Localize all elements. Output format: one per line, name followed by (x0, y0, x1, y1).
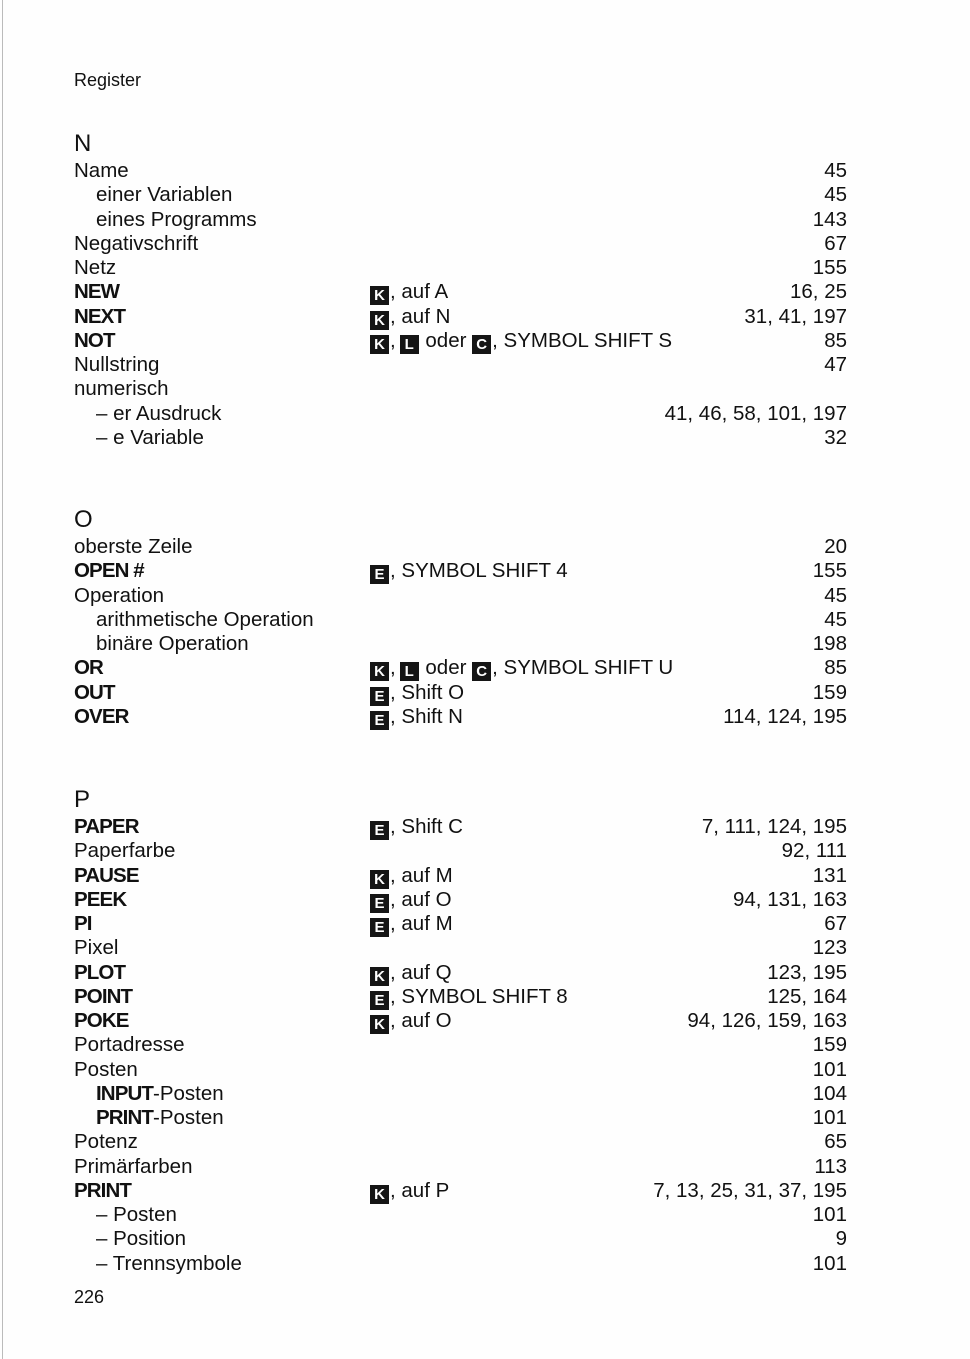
entry-pages: 114, 124, 195 (723, 704, 847, 728)
entry-term: Nullstring (74, 353, 160, 376)
entry-term: numerisch (74, 377, 169, 401)
index-entry (0, 584, 970, 608)
key-description: , auf O (390, 1009, 452, 1032)
entry-pages: 101 (812, 1106, 847, 1129)
index-entry (0, 1252, 970, 1276)
entry-term: Paperfarbe (74, 839, 176, 863)
index-entry (0, 305, 970, 329)
entry-term: arithmetische Operation (96, 607, 314, 631)
entry-key-combo (370, 864, 453, 889)
entry-pages: 16, 25 (790, 280, 847, 304)
index-entry (0, 535, 970, 559)
entry-term: Pixel (74, 936, 119, 960)
entry-pages: 125, 164 (767, 984, 847, 1008)
index-entry (0, 1009, 970, 1033)
index-entry (0, 1106, 970, 1130)
index-entry (0, 656, 970, 680)
index-entry (0, 815, 970, 839)
entry-term: OUT (74, 680, 115, 704)
entry-term: PAPER (74, 815, 139, 838)
mode-key-k-icon: K (370, 1185, 389, 1204)
mode-key-l-icon: L (400, 662, 419, 681)
index-entry (0, 1227, 970, 1251)
index-entry (0, 329, 970, 353)
index-entry (0, 1130, 970, 1154)
entry-pages: 47 (824, 353, 847, 376)
entry-pages: 143 (812, 207, 847, 231)
entry-pages: 85 (824, 328, 847, 352)
entry-pages: 101 (812, 1251, 847, 1275)
entry-term: eines Programms (96, 207, 257, 231)
mode-key-k-icon: K (370, 286, 389, 305)
entry-term (96, 1106, 224, 1130)
key-description: , Shift N (390, 704, 463, 728)
entry-term: NEW (74, 280, 120, 304)
mode-key-k-icon: K (370, 870, 389, 889)
entry-term: Portadresse (74, 1033, 185, 1057)
section-letter-p: P (74, 786, 91, 813)
index-entry (0, 402, 970, 426)
entry-key-combo (370, 656, 673, 681)
key-description: , auf Q (390, 960, 452, 984)
entry-pages: 67 (824, 231, 847, 255)
index-entry (0, 1155, 970, 1179)
entry-pages: 45 (824, 583, 847, 607)
index-entry (0, 256, 970, 280)
entry-pages: 65 (824, 1130, 847, 1154)
key-description: , SYMBOL SHIFT 4 (390, 559, 568, 583)
entry-term: PRINT (74, 1178, 132, 1202)
index-entry (0, 1058, 970, 1082)
entry-term-suffix: -Posten (153, 1106, 224, 1129)
entry-term: PI (74, 912, 92, 935)
mode-key-e-icon: E (370, 991, 389, 1010)
mode-key-k-icon: K (370, 311, 389, 330)
entry-key-combo (370, 815, 463, 840)
entry-pages: 155 (812, 559, 847, 583)
entry-pages: 45 (824, 183, 847, 207)
key-description: , SYMBOL SHIFT 8 (390, 984, 568, 1008)
entry-term: PLOT (74, 960, 126, 984)
entry-pages: 101 (812, 1203, 847, 1226)
entry-term: OVER (74, 704, 129, 728)
entry-pages: 31, 41, 197 (744, 304, 847, 328)
entry-term: Operation (74, 583, 165, 607)
key-description: , auf N (390, 304, 451, 328)
key-description: , Shift C (390, 815, 463, 838)
entry-term: Primärfarben (74, 1154, 193, 1178)
entry-term: NEXT (74, 304, 126, 328)
entry-pages: 159 (812, 680, 847, 704)
index-entry (0, 159, 970, 183)
section-letter-o: O (74, 506, 93, 533)
entry-pages: 7, 13, 25, 31, 37, 195 (653, 1178, 847, 1202)
index-entry (0, 961, 970, 985)
key-description: , auf O (390, 887, 452, 911)
mode-key-e-icon: E (370, 711, 389, 730)
comma-separator: , (390, 656, 396, 680)
or-text: oder (419, 656, 473, 680)
entry-key-combo (370, 1009, 452, 1034)
entry-pages: 94, 131, 163 (733, 887, 847, 911)
mode-key-k-icon: K (370, 1015, 389, 1034)
entry-key-combo (370, 705, 463, 730)
entry-pages: 104 (812, 1081, 847, 1105)
index-entry (0, 559, 970, 583)
entry-term: OPEN # (74, 559, 144, 583)
mode-key-e-icon: E (370, 918, 389, 937)
index-entry (0, 888, 970, 912)
entry-pages: 92, 111 (781, 839, 847, 863)
entry-key-combo (370, 888, 452, 913)
entry-term: OR (74, 656, 103, 680)
entry-term: – Trennsymbole (96, 1251, 242, 1275)
index-entry (0, 839, 970, 863)
or-text: oder (419, 328, 473, 352)
index-entry (0, 208, 970, 232)
entry-term: POINT (74, 984, 133, 1008)
entry-term: – Posten (96, 1203, 177, 1226)
entry-pages: 159 (812, 1033, 847, 1057)
index-entry (0, 632, 970, 656)
key-description: , auf A (390, 280, 449, 304)
mode-key-c-icon: C (472, 662, 491, 681)
entry-pages: 20 (824, 535, 847, 558)
index-entry (0, 985, 970, 1009)
entry-pages: 32 (824, 425, 847, 449)
entry-pages: 198 (812, 632, 847, 655)
entry-pages: 94, 126, 159, 163 (687, 1009, 847, 1032)
mode-key-e-icon: E (370, 821, 389, 840)
entry-term: Negativschrift (74, 231, 199, 255)
page-header: Register (74, 70, 142, 90)
entry-pages: 123, 195 (767, 960, 847, 984)
entry-term: POKE (74, 1009, 129, 1032)
index-entry (0, 426, 970, 450)
key-description: , SYMBOL SHIFT S (492, 328, 673, 352)
entry-term: oberste Zeile (74, 535, 193, 558)
key-description: , SYMBOL SHIFT U (492, 656, 674, 680)
entry-term-suffix: -Posten (153, 1081, 224, 1105)
mode-key-e-icon: E (370, 687, 389, 706)
index-entry (0, 1203, 970, 1227)
entry-key-combo (370, 280, 448, 305)
entry-pages: 41, 46, 58, 101, 197 (664, 401, 847, 425)
index-entry (0, 280, 970, 304)
entry-term: NOT (74, 328, 115, 352)
entry-term: – Position (96, 1227, 187, 1251)
key-description: , auf P (390, 1178, 450, 1202)
entry-pages: 45 (824, 607, 847, 631)
entry-pages: 131 (812, 863, 847, 887)
entry-term: Potenz (74, 1130, 138, 1154)
entry-term: Posten (74, 1057, 138, 1081)
index-entry (0, 1179, 970, 1203)
entry-pages: 101 (812, 1057, 847, 1081)
entry-keyword: PRINT (96, 1106, 154, 1129)
index-entry (0, 936, 970, 960)
index-entry (0, 681, 970, 705)
entry-key-combo (370, 985, 568, 1010)
key-description: , auf M (390, 912, 453, 935)
entry-keyword: INPUT (96, 1081, 154, 1105)
entry-pages: 123 (812, 936, 847, 960)
key-description: , Shift O (390, 680, 465, 704)
entry-term: einer Variablen (96, 183, 233, 207)
entry-pages: 85 (824, 656, 847, 680)
entry-key-combo (370, 961, 452, 986)
index-entry (0, 1082, 970, 1106)
key-description: , auf M (390, 863, 453, 887)
entry-term: Netz (74, 256, 117, 279)
entry-term: – er Ausdruck (96, 401, 222, 425)
mode-key-c-icon: C (472, 335, 491, 354)
index-entry (0, 705, 970, 729)
entry-pages: 7, 111, 124, 195 (701, 815, 847, 838)
entry-term (96, 1082, 224, 1106)
entry-key-combo (370, 681, 464, 706)
entry-key-combo (370, 1179, 449, 1204)
index-entry (0, 608, 970, 632)
entry-key-combo (370, 912, 453, 937)
index-entry (0, 1033, 970, 1057)
mode-key-k-icon: K (370, 662, 389, 681)
index-entry (0, 912, 970, 936)
entry-pages: 9 (835, 1227, 847, 1251)
entry-pages: 45 (824, 159, 847, 182)
entry-pages: 67 (824, 912, 847, 935)
comma-separator: , (390, 328, 396, 352)
entry-key-combo (370, 559, 568, 584)
entry-term: – e Variable (96, 425, 204, 449)
index-entry (0, 377, 970, 401)
entry-key-combo (370, 305, 450, 330)
section-letter-n: N (74, 130, 92, 157)
entry-term: PEEK (74, 887, 127, 911)
entry-term: PAUSE (74, 863, 139, 887)
index-entry (0, 232, 970, 256)
mode-key-l-icon: L (400, 335, 419, 354)
entry-term: binäre Operation (96, 632, 249, 655)
entry-key-combo (370, 329, 672, 354)
index-entry (0, 864, 970, 888)
index-entry (0, 183, 970, 207)
entry-pages: 113 (814, 1154, 847, 1178)
entry-pages: 155 (812, 256, 847, 279)
mode-key-e-icon: E (370, 565, 389, 584)
mode-key-k-icon: K (370, 335, 389, 354)
mode-key-k-icon: K (370, 967, 389, 986)
page-number: 226 (74, 1287, 105, 1307)
entry-term: Name (74, 159, 129, 182)
mode-key-e-icon: E (370, 894, 389, 913)
index-entry (0, 353, 970, 377)
